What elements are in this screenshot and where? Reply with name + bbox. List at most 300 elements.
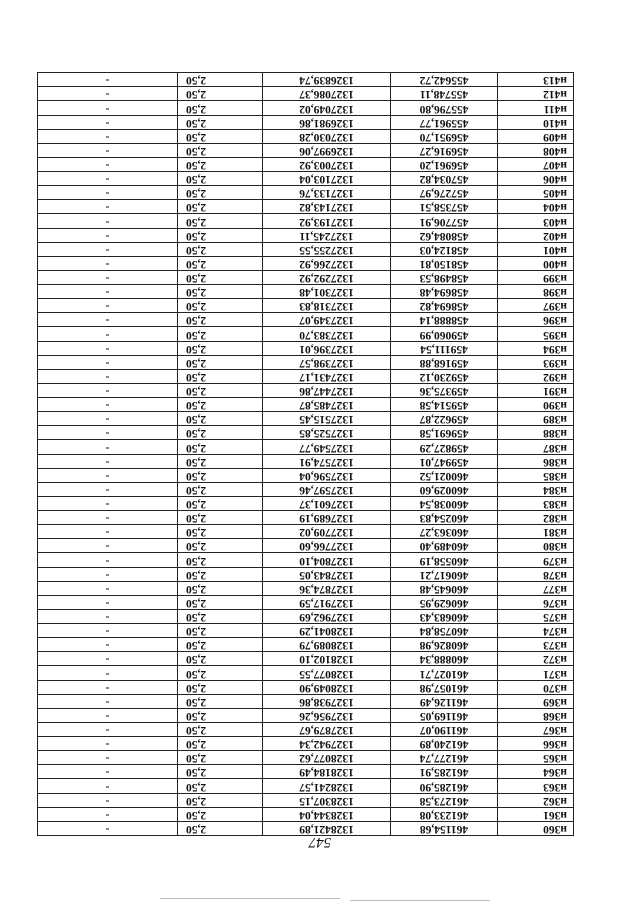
x-coordinate-cell: 459230,12 bbox=[391, 369, 498, 383]
y-coordinate-cell: 1327086,37 bbox=[263, 87, 391, 101]
x-coordinate-cell: 460888,34 bbox=[391, 652, 498, 666]
x-coordinate-cell: 458694,48 bbox=[391, 285, 498, 299]
table-row bbox=[38, 143, 574, 157]
x-coordinate-cell: 455961,77 bbox=[391, 115, 498, 129]
point-id-cell: н363 bbox=[498, 779, 574, 793]
x-coordinate-cell: 460254,83 bbox=[391, 511, 498, 525]
description-cell: - bbox=[38, 468, 178, 482]
description-cell: - bbox=[38, 652, 178, 666]
point-id-cell: н380 bbox=[498, 539, 574, 553]
description-cell: - bbox=[38, 186, 178, 200]
description-cell: - bbox=[38, 327, 178, 341]
description-cell: - bbox=[38, 708, 178, 722]
accuracy-cell: 2,50 bbox=[178, 539, 263, 553]
table-row bbox=[38, 341, 574, 355]
y-coordinate-cell: 1327431,17 bbox=[263, 369, 391, 383]
description-cell: - bbox=[38, 539, 178, 553]
description-cell: - bbox=[38, 638, 178, 652]
description-cell: - bbox=[38, 341, 178, 355]
x-coordinate-cell: 461169,05 bbox=[391, 708, 498, 722]
x-coordinate-cell: 459168,88 bbox=[391, 355, 498, 369]
y-coordinate-cell: 1327874,36 bbox=[263, 581, 391, 595]
y-coordinate-cell: 1326839,74 bbox=[263, 73, 391, 87]
accuracy-cell: 2,50 bbox=[178, 680, 263, 694]
accuracy-cell: 2,50 bbox=[178, 497, 263, 511]
table-row bbox=[38, 426, 574, 440]
point-id-cell: н396 bbox=[498, 313, 574, 327]
point-id-cell: н366 bbox=[498, 737, 574, 751]
accuracy-cell: 2,50 bbox=[178, 369, 263, 383]
description-cell: - bbox=[38, 172, 178, 186]
accuracy-cell: 2,50 bbox=[178, 341, 263, 355]
description-cell: - bbox=[38, 285, 178, 299]
x-coordinate-cell: 458888,14 bbox=[391, 313, 498, 327]
table-row bbox=[38, 101, 574, 115]
point-id-cell: н401 bbox=[498, 242, 574, 256]
y-coordinate-cell: 1327447,86 bbox=[263, 384, 391, 398]
point-id-cell: н393 bbox=[498, 355, 574, 369]
accuracy-cell: 2,50 bbox=[178, 440, 263, 454]
point-id-cell: н362 bbox=[498, 793, 574, 807]
point-id-cell: н367 bbox=[498, 723, 574, 737]
accuracy-cell: 2,50 bbox=[178, 723, 263, 737]
table-row bbox=[38, 581, 574, 595]
accuracy-cell: 2,50 bbox=[178, 129, 263, 143]
description-cell: - bbox=[38, 666, 178, 680]
description-cell: - bbox=[38, 525, 178, 539]
description-cell: - bbox=[38, 101, 178, 115]
description-cell: - bbox=[38, 581, 178, 595]
accuracy-cell: 2,50 bbox=[178, 581, 263, 595]
accuracy-cell: 2,50 bbox=[178, 158, 263, 172]
description-cell: - bbox=[38, 87, 178, 101]
point-id-cell: н410 bbox=[498, 115, 574, 129]
table-row bbox=[38, 666, 574, 680]
table-row bbox=[38, 242, 574, 256]
x-coordinate-cell: 457276,97 bbox=[391, 186, 498, 200]
y-coordinate-cell: 1327318,83 bbox=[263, 299, 391, 313]
accuracy-cell: 2,50 bbox=[178, 610, 263, 624]
table-row bbox=[38, 525, 574, 539]
point-id-cell: н404 bbox=[498, 200, 574, 214]
x-coordinate-cell: 459514,58 bbox=[391, 398, 498, 412]
x-coordinate-cell: 459111,54 bbox=[391, 341, 498, 355]
point-id-cell: н369 bbox=[498, 694, 574, 708]
y-coordinate-cell: 1326981,86 bbox=[263, 115, 391, 129]
scan-edge-line bbox=[350, 900, 490, 901]
accuracy-cell: 2,50 bbox=[178, 271, 263, 285]
point-id-cell: н400 bbox=[498, 256, 574, 270]
point-id-cell: н394 bbox=[498, 341, 574, 355]
table-row bbox=[38, 299, 574, 313]
table-row bbox=[38, 228, 574, 242]
point-id-cell: н368 bbox=[498, 708, 574, 722]
description-cell: - bbox=[38, 454, 178, 468]
accuracy-cell: 2,50 bbox=[178, 285, 263, 299]
x-coordinate-cell: 457706,91 bbox=[391, 214, 498, 228]
y-coordinate-cell: 1327301,48 bbox=[263, 285, 391, 299]
table-row bbox=[38, 454, 574, 468]
x-coordinate-cell: 459375,36 bbox=[391, 384, 498, 398]
description-cell: - bbox=[38, 256, 178, 270]
description-cell: - bbox=[38, 115, 178, 129]
point-id-cell: н387 bbox=[498, 440, 574, 454]
accuracy-cell: 2,50 bbox=[178, 426, 263, 440]
accuracy-cell: 2,50 bbox=[178, 412, 263, 426]
table-row bbox=[38, 624, 574, 638]
point-id-cell: н364 bbox=[498, 765, 574, 779]
description-cell: - bbox=[38, 426, 178, 440]
x-coordinate-cell: 458124,03 bbox=[391, 242, 498, 256]
y-coordinate-cell: 1327383,70 bbox=[263, 327, 391, 341]
accuracy-cell: 2,50 bbox=[178, 751, 263, 765]
x-coordinate-cell: 460683,43 bbox=[391, 610, 498, 624]
point-id-cell: н408 bbox=[498, 143, 574, 157]
point-id-cell: н372 bbox=[498, 652, 574, 666]
accuracy-cell: 2,50 bbox=[178, 299, 263, 313]
point-id-cell: н398 bbox=[498, 285, 574, 299]
x-coordinate-cell: 460629,95 bbox=[391, 595, 498, 609]
accuracy-cell: 2,50 bbox=[178, 454, 263, 468]
y-coordinate-cell: 1327349,07 bbox=[263, 313, 391, 327]
table-row bbox=[38, 694, 574, 708]
table-row bbox=[38, 723, 574, 737]
y-coordinate-cell: 1327396,01 bbox=[263, 341, 391, 355]
x-coordinate-cell: 457034,82 bbox=[391, 172, 498, 186]
table-row bbox=[38, 158, 574, 172]
accuracy-cell: 2,50 bbox=[178, 398, 263, 412]
table-row bbox=[38, 610, 574, 624]
description-cell: - bbox=[38, 158, 178, 172]
accuracy-cell: 2,50 bbox=[178, 256, 263, 270]
x-coordinate-cell: 459827,29 bbox=[391, 440, 498, 454]
description-cell: - bbox=[38, 299, 178, 313]
point-id-cell: н395 bbox=[498, 327, 574, 341]
accuracy-cell: 2,50 bbox=[178, 553, 263, 567]
y-coordinate-cell: 1327549,77 bbox=[263, 440, 391, 454]
table-row bbox=[38, 807, 574, 821]
x-coordinate-cell: 459947,01 bbox=[391, 454, 498, 468]
table-row bbox=[38, 313, 574, 327]
description-cell: - bbox=[38, 723, 178, 737]
point-id-cell: н365 bbox=[498, 751, 574, 765]
point-id-cell: н379 bbox=[498, 553, 574, 567]
table-row bbox=[38, 468, 574, 482]
accuracy-cell: 2,50 bbox=[178, 779, 263, 793]
table-row bbox=[38, 256, 574, 270]
accuracy-cell: 2,50 bbox=[178, 525, 263, 539]
table-row bbox=[38, 793, 574, 807]
x-coordinate-cell: 461126,49 bbox=[391, 694, 498, 708]
y-coordinate-cell: 1327596,04 bbox=[263, 468, 391, 482]
accuracy-cell: 2,50 bbox=[178, 101, 263, 115]
x-coordinate-cell: 461277,74 bbox=[391, 751, 498, 765]
point-id-cell: н388 bbox=[498, 426, 574, 440]
table-row bbox=[38, 553, 574, 567]
table-row bbox=[38, 539, 574, 553]
point-id-cell: н382 bbox=[498, 511, 574, 525]
y-coordinate-cell: 1327398,57 bbox=[263, 355, 391, 369]
description-cell: - bbox=[38, 412, 178, 426]
point-id-cell: н413 bbox=[498, 73, 574, 87]
table-row bbox=[38, 115, 574, 129]
accuracy-cell: 2,50 bbox=[178, 87, 263, 101]
accuracy-cell: 2,50 bbox=[178, 313, 263, 327]
table-row bbox=[38, 652, 574, 666]
description-cell: - bbox=[38, 807, 178, 821]
x-coordinate-cell: 461240,89 bbox=[391, 737, 498, 751]
y-coordinate-cell: 1327193,92 bbox=[263, 214, 391, 228]
description-cell: - bbox=[38, 567, 178, 581]
table-row bbox=[38, 271, 574, 285]
point-id-cell: н409 bbox=[498, 129, 574, 143]
description-cell: - bbox=[38, 821, 178, 835]
point-id-cell: н397 bbox=[498, 299, 574, 313]
accuracy-cell: 2,50 bbox=[178, 638, 263, 652]
y-coordinate-cell: 1327574,91 bbox=[263, 454, 391, 468]
accuracy-cell: 2,50 bbox=[178, 468, 263, 482]
x-coordinate-cell: 455748,11 bbox=[391, 87, 498, 101]
x-coordinate-cell: 461190,07 bbox=[391, 723, 498, 737]
accuracy-cell: 2,50 bbox=[178, 793, 263, 807]
description-cell: - bbox=[38, 228, 178, 242]
description-cell: - bbox=[38, 779, 178, 793]
point-id-cell: н392 bbox=[498, 369, 574, 383]
description-cell: - bbox=[38, 384, 178, 398]
description-cell: - bbox=[38, 680, 178, 694]
table-row bbox=[38, 200, 574, 214]
accuracy-cell: 2,50 bbox=[178, 384, 263, 398]
y-coordinate-cell: 1328102,10 bbox=[263, 652, 391, 666]
description-cell: - bbox=[38, 369, 178, 383]
point-id-cell: н360 bbox=[498, 821, 574, 835]
y-coordinate-cell: 1327103,04 bbox=[263, 172, 391, 186]
scan-edge-line bbox=[160, 898, 340, 899]
x-coordinate-cell: 455642,72 bbox=[391, 73, 498, 87]
x-coordinate-cell: 460617,21 bbox=[391, 567, 498, 581]
accuracy-cell: 2,50 bbox=[178, 694, 263, 708]
y-coordinate-cell: 1328241,57 bbox=[263, 779, 391, 793]
x-coordinate-cell: 460826,98 bbox=[391, 638, 498, 652]
x-coordinate-cell: 460558,19 bbox=[391, 553, 498, 567]
y-coordinate-cell: 1327525,85 bbox=[263, 426, 391, 440]
x-coordinate-cell: 461057,98 bbox=[391, 680, 498, 694]
x-coordinate-cell: 458150,81 bbox=[391, 256, 498, 270]
accuracy-cell: 2,50 bbox=[178, 186, 263, 200]
y-coordinate-cell: 1328049,90 bbox=[263, 680, 391, 694]
point-id-cell: н389 bbox=[498, 412, 574, 426]
point-id-cell: н390 bbox=[498, 398, 574, 412]
point-id-cell: н402 bbox=[498, 228, 574, 242]
table-row bbox=[38, 129, 574, 143]
accuracy-cell: 2,50 bbox=[178, 115, 263, 129]
point-id-cell: н386 bbox=[498, 454, 574, 468]
table-row bbox=[38, 821, 574, 835]
point-id-cell: н399 bbox=[498, 271, 574, 285]
y-coordinate-cell: 1328077,55 bbox=[263, 666, 391, 680]
table-row bbox=[38, 73, 574, 87]
description-cell: - bbox=[38, 751, 178, 765]
y-coordinate-cell: 1327515,45 bbox=[263, 412, 391, 426]
y-coordinate-cell: 1326997,06 bbox=[263, 143, 391, 157]
point-id-cell: н377 bbox=[498, 581, 574, 595]
point-id-cell: н412 bbox=[498, 87, 574, 101]
page-number: 547 bbox=[308, 834, 332, 850]
y-coordinate-cell: 1327030,28 bbox=[263, 129, 391, 143]
y-coordinate-cell: 1327689,19 bbox=[263, 511, 391, 525]
table-row bbox=[38, 779, 574, 793]
x-coordinate-cell: 456951,70 bbox=[391, 129, 498, 143]
x-coordinate-cell: 459691,58 bbox=[391, 426, 498, 440]
x-coordinate-cell: 461273,58 bbox=[391, 793, 498, 807]
y-coordinate-cell: 1327485,87 bbox=[263, 398, 391, 412]
point-id-cell: н361 bbox=[498, 807, 574, 821]
y-coordinate-cell: 1327255,55 bbox=[263, 242, 391, 256]
x-coordinate-cell: 461285,91 bbox=[391, 765, 498, 779]
y-coordinate-cell: 1328344,04 bbox=[263, 807, 391, 821]
x-coordinate-cell: 460038,54 bbox=[391, 497, 498, 511]
y-coordinate-cell: 1327292,92 bbox=[263, 271, 391, 285]
y-coordinate-cell: 1327879,67 bbox=[263, 723, 391, 737]
x-coordinate-cell: 455796,80 bbox=[391, 101, 498, 115]
accuracy-cell: 2,50 bbox=[178, 172, 263, 186]
point-id-cell: н378 bbox=[498, 567, 574, 581]
accuracy-cell: 2,50 bbox=[178, 708, 263, 722]
table-row bbox=[38, 186, 574, 200]
description-cell: - bbox=[38, 73, 178, 87]
description-cell: - bbox=[38, 200, 178, 214]
accuracy-cell: 2,50 bbox=[178, 73, 263, 87]
description-cell: - bbox=[38, 765, 178, 779]
x-coordinate-cell: 457358,51 bbox=[391, 200, 498, 214]
table-row bbox=[38, 511, 574, 525]
description-cell: - bbox=[38, 271, 178, 285]
y-coordinate-cell: 1328077,62 bbox=[263, 751, 391, 765]
accuracy-cell: 2,50 bbox=[178, 567, 263, 581]
table-row bbox=[38, 285, 574, 299]
point-id-cell: н375 bbox=[498, 610, 574, 624]
point-id-cell: н391 bbox=[498, 384, 574, 398]
x-coordinate-cell: 459622,87 bbox=[391, 412, 498, 426]
description-cell: - bbox=[38, 313, 178, 327]
description-cell: - bbox=[38, 595, 178, 609]
x-coordinate-cell: 460758,84 bbox=[391, 624, 498, 638]
table-row bbox=[38, 567, 574, 581]
y-coordinate-cell: 1327597,46 bbox=[263, 482, 391, 496]
coordinates-table-body bbox=[38, 73, 574, 836]
table-row bbox=[38, 384, 574, 398]
accuracy-cell: 2,50 bbox=[178, 821, 263, 835]
y-coordinate-cell: 1328421,89 bbox=[263, 821, 391, 835]
table-row bbox=[38, 440, 574, 454]
point-id-cell: н411 bbox=[498, 101, 574, 115]
table-row bbox=[38, 172, 574, 186]
x-coordinate-cell: 460021,52 bbox=[391, 468, 498, 482]
point-id-cell: н385 bbox=[498, 468, 574, 482]
description-cell: - bbox=[38, 497, 178, 511]
accuracy-cell: 2,50 bbox=[178, 595, 263, 609]
x-coordinate-cell: 459060,99 bbox=[391, 327, 498, 341]
point-id-cell: н376 bbox=[498, 595, 574, 609]
x-coordinate-cell: 460029,60 bbox=[391, 482, 498, 496]
accuracy-cell: 2,50 bbox=[178, 143, 263, 157]
y-coordinate-cell: 1327003,92 bbox=[263, 158, 391, 172]
table-row bbox=[38, 751, 574, 765]
point-id-cell: н370 bbox=[498, 680, 574, 694]
description-cell: - bbox=[38, 143, 178, 157]
point-id-cell: н407 bbox=[498, 158, 574, 172]
y-coordinate-cell: 1327049,02 bbox=[263, 101, 391, 115]
description-cell: - bbox=[38, 398, 178, 412]
x-coordinate-cell: 458498,53 bbox=[391, 271, 498, 285]
y-coordinate-cell: 1328041,29 bbox=[263, 624, 391, 638]
table-row bbox=[38, 595, 574, 609]
point-id-cell: н405 bbox=[498, 186, 574, 200]
description-cell: - bbox=[38, 440, 178, 454]
table-row bbox=[38, 708, 574, 722]
accuracy-cell: 2,50 bbox=[178, 482, 263, 496]
table-row bbox=[38, 680, 574, 694]
point-id-cell: н371 bbox=[498, 666, 574, 680]
accuracy-cell: 2,50 bbox=[178, 652, 263, 666]
table-row bbox=[38, 355, 574, 369]
accuracy-cell: 2,50 bbox=[178, 200, 263, 214]
y-coordinate-cell: 1327956,26 bbox=[263, 708, 391, 722]
y-coordinate-cell: 1327962,69 bbox=[263, 610, 391, 624]
table-row bbox=[38, 412, 574, 426]
table-row bbox=[38, 369, 574, 383]
description-cell: - bbox=[38, 242, 178, 256]
accuracy-cell: 2,50 bbox=[178, 327, 263, 341]
point-id-cell: н383 bbox=[498, 497, 574, 511]
point-id-cell: н384 bbox=[498, 482, 574, 496]
y-coordinate-cell: 1328184,49 bbox=[263, 765, 391, 779]
x-coordinate-cell: 460363,27 bbox=[391, 525, 498, 539]
table-row bbox=[38, 327, 574, 341]
description-cell: - bbox=[38, 737, 178, 751]
x-coordinate-cell: 461233,08 bbox=[391, 807, 498, 821]
coordinates-table bbox=[37, 72, 574, 836]
x-coordinate-cell: 456916,27 bbox=[391, 143, 498, 157]
y-coordinate-cell: 1327601,37 bbox=[263, 497, 391, 511]
point-id-cell: н374 bbox=[498, 624, 574, 638]
accuracy-cell: 2,50 bbox=[178, 228, 263, 242]
point-id-cell: н403 bbox=[498, 214, 574, 228]
y-coordinate-cell: 1327843,05 bbox=[263, 567, 391, 581]
x-coordinate-cell: 460645,48 bbox=[391, 581, 498, 595]
accuracy-cell: 2,50 bbox=[178, 666, 263, 680]
accuracy-cell: 2,50 bbox=[178, 511, 263, 525]
description-cell: - bbox=[38, 355, 178, 369]
point-id-cell: н406 bbox=[498, 172, 574, 186]
description-cell: - bbox=[38, 511, 178, 525]
y-coordinate-cell: 1327766,60 bbox=[263, 539, 391, 553]
x-coordinate-cell: 461027,71 bbox=[391, 666, 498, 680]
y-coordinate-cell: 1327133,76 bbox=[263, 186, 391, 200]
table-row bbox=[38, 638, 574, 652]
y-coordinate-cell: 1328307,15 bbox=[263, 793, 391, 807]
accuracy-cell: 2,50 bbox=[178, 214, 263, 228]
accuracy-cell: 2,50 bbox=[178, 737, 263, 751]
description-cell: - bbox=[38, 214, 178, 228]
accuracy-cell: 2,50 bbox=[178, 807, 263, 821]
x-coordinate-cell: 458084,62 bbox=[391, 228, 498, 242]
description-cell: - bbox=[38, 553, 178, 567]
x-coordinate-cell: 460489,40 bbox=[391, 539, 498, 553]
description-cell: - bbox=[38, 129, 178, 143]
x-coordinate-cell: 458694,82 bbox=[391, 299, 498, 313]
description-cell: - bbox=[38, 610, 178, 624]
